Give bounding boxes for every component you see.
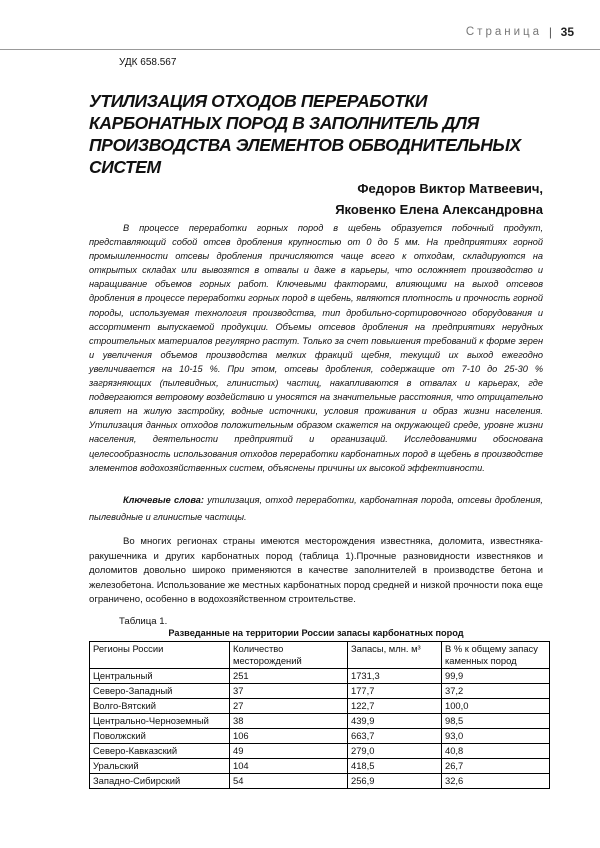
article-title: УТИЛИЗАЦИЯ ОТХОДОВ ПЕРЕРАБОТКИ КАРБОНАТНЫХ ПОРОД В ЗАПОЛНИТЕЛЬ ДЛЯ ПРОИЗВОДСТВА ЭЛЕМЕНТОВ ОБВОДНИТЕЛЬНЫХ СИСТЕМ	[89, 91, 521, 177]
table-cell: 37,2	[442, 684, 550, 699]
table-cell: 37	[230, 684, 348, 699]
table-cell: Северо-Западный	[90, 684, 230, 699]
table-cell: 98,5	[442, 714, 550, 729]
table-cell: Уральский	[90, 759, 230, 774]
authors-block	[335, 178, 543, 220]
table-cell: 100,0	[442, 699, 550, 714]
table-row	[90, 744, 550, 759]
page-number: 35	[560, 25, 574, 39]
table-cell: 99,9	[442, 669, 550, 684]
header-cell: Количество месторождений	[230, 642, 348, 669]
table-row	[90, 699, 550, 714]
table-cell: 40,8	[442, 744, 550, 759]
table-cell: 54	[230, 774, 348, 789]
table-cell: 93,0	[442, 729, 550, 744]
table-cell: 32,6	[442, 774, 550, 789]
table-header-row	[90, 642, 550, 669]
body-paragraph: Во многих регионах страны имеются месторождения известняка, доломита, известняка-ракушечника и других карбонатных пород (таблица 1).Прочные разновидности известняков и доломитов довольно широко применяются в качестве заполнителей в производстве бетона и железобетона. Использование же местных карбонатных пород средней и низкой прочности пока еще ограничено, особенно в водохозяйственном строительстве.	[89, 536, 543, 605]
table-cell: Западно-Сибирский	[90, 774, 230, 789]
table-cell: 104	[230, 759, 348, 774]
table-cell: Центральный	[90, 669, 230, 684]
header-label: Страница	[465, 26, 542, 38]
table-cell: 122,7	[348, 699, 442, 714]
table-cell: 177,7	[348, 684, 442, 699]
table-number: Таблица 1.	[119, 616, 168, 627]
table-cell: 663,7	[348, 729, 442, 744]
table-caption: Разведанные на территории России запасы карбонатных пород	[168, 628, 464, 638]
table-cell: 38	[230, 714, 348, 729]
table-cell: Центрально-Черноземный	[90, 714, 230, 729]
table-cell: 256,9	[348, 774, 442, 789]
table-cell: 106	[230, 729, 348, 744]
table-row	[90, 669, 550, 684]
keywords-text: утилизация, отход переработки, карбонатная порода, отсевы дробления, пылевидные и глинистые частицы.	[89, 495, 543, 522]
table-cell: 418,5	[348, 759, 442, 774]
table-cell: 279,0	[348, 744, 442, 759]
header-cell: В % к общему запасу каменных пород	[442, 642, 550, 669]
table-cell: 1731,3	[348, 669, 442, 684]
header-cell: Запасы, млн. м³	[348, 642, 442, 669]
table-cell: Поволжский	[90, 729, 230, 744]
reserves-table	[89, 641, 550, 789]
table-cell: 251	[230, 669, 348, 684]
table-cell: Волго-Вятский	[90, 699, 230, 714]
keywords-label: Ключевые слова:	[123, 495, 204, 505]
table-cell: 27	[230, 699, 348, 714]
table-row	[90, 714, 550, 729]
udk-code: УДК 658.567	[119, 57, 177, 68]
header-cell: Регионы России	[90, 642, 230, 669]
table-cell: 49	[230, 744, 348, 759]
header-rule	[0, 49, 600, 50]
author-1: Федоров Виктор Матвеевич,	[357, 181, 543, 196]
table-row	[90, 759, 550, 774]
table-cell: 26,7	[442, 759, 550, 774]
table-row	[90, 774, 550, 789]
page-header	[0, 25, 600, 49]
abstract-paragraph: В процессе переработки горных пород в щебень образуется побочный продукт, представляющий собой отсев дробления крупностью от 0 до 5 мм. На предприятиях горной промышленности отсевы дробления причисляются чаще всего к отходам, складируются на открытых складах или вывозятся в отвалы и даже в карьеры, что осложняет производство и наращивание объемов горных работ. Ключевыми факторами, влияющими на выход отсевов дробления в процессе переработки горных пород в щебень, являются плотность и прочность горной породы, используемая технология производства, тип дробильно-сортировочного оборудования и ассортимент выпускаемой продукции. Объемы отсевов дробления на предприятиях нерудных строительных материалов регулярно растут. Только за счет повышения требований к форме зерен и увеличения объемов производства мелких фракций щебня, текущий их выход ежегодно увеличивается на 10-15 %. При этом, отсевы дробления, содержащие от 7-10 до 25-30 % загрязняющих (пылевидных, глинистых) частиц, накапливаются в отвалах и карьерах, где подвергаются ветровому воздействию и уносятся на значительные расстояния, что отрицательно влияет на жилую застройку, водные источники, условия проживания и образ жизни населения. Утилизация данных отходов положительным образом скажется на окружающей среде, уровне жизни населения, деятельности предприятий и организаций. Исследованиями обоснована целесообразность использования отходов переработки карбонатных пород в щебень в производстве элементов водохозяйственных систем, объяснены причины их высокой эффективности.	[89, 223, 543, 473]
table-cell: Северо-Кавказский	[90, 744, 230, 759]
keywords-paragraph	[89, 492, 543, 526]
table-row	[90, 729, 550, 744]
header-separator: |	[548, 25, 552, 39]
table-cell: 439,9	[348, 714, 442, 729]
author-2: Яковенко Елена Александровна	[335, 202, 543, 217]
table-row	[90, 684, 550, 699]
